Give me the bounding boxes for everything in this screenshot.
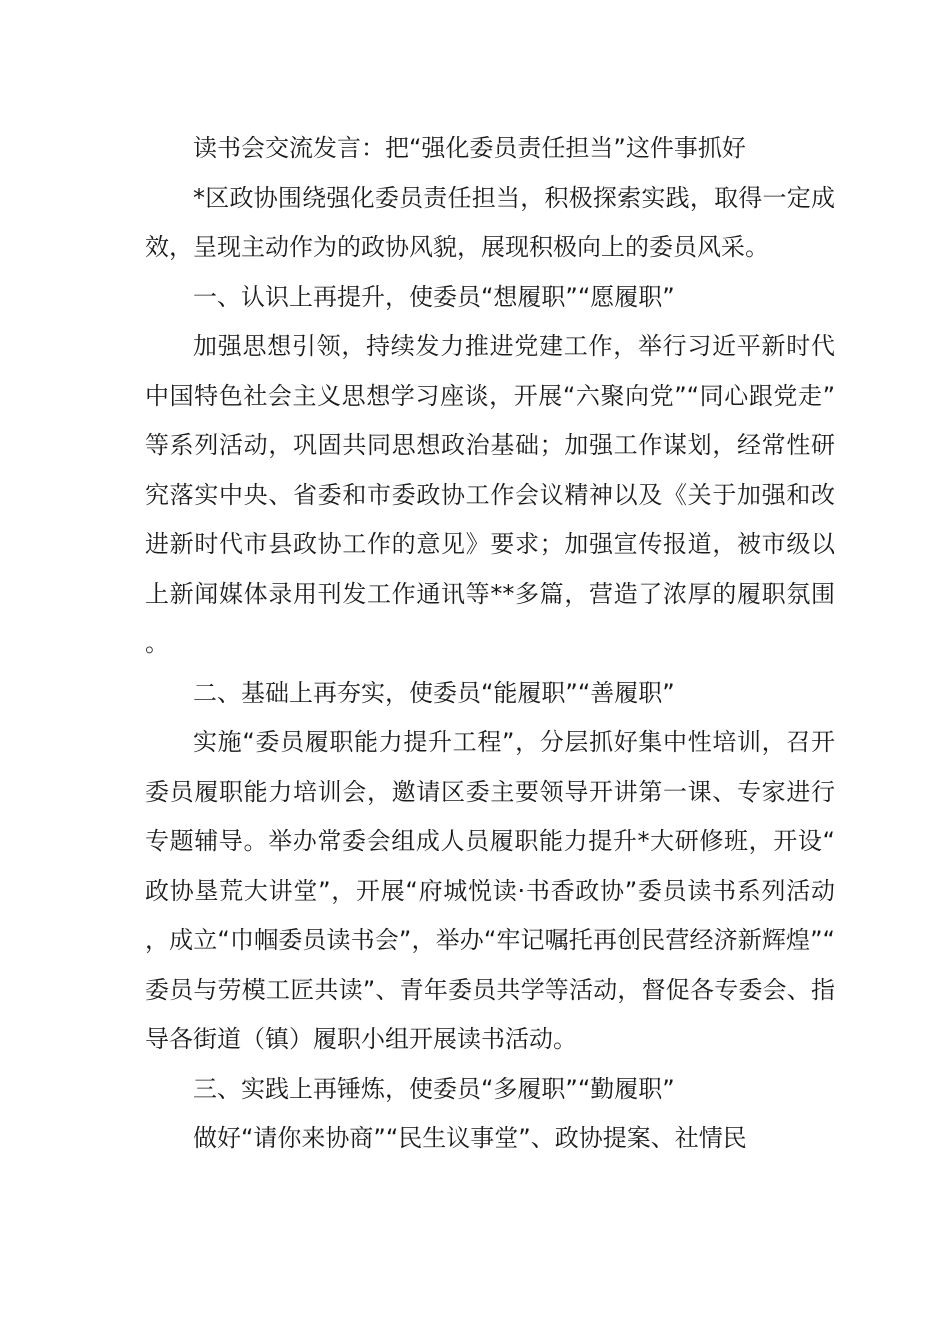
document-body <box>145 124 835 1164</box>
section-heading: 一、认识上再提升，使委员“想履职”“愿履职” <box>193 282 675 311</box>
section-heading: 三、实践上再锤炼，使委员“多履职”“勤履职” <box>193 1074 675 1103</box>
intro-paragraph: *区政协围绕强化委员责任担当，积极探索实践，取得一定成效，呈现主动作为的政协风貌，展现积极向上的委员风采。 <box>145 183 835 261</box>
section-heading: 二、基础上再夯实，使委员“能履职”“善履职” <box>193 678 675 707</box>
section-paragraph: 实施“委员履职能力提升工程”，分层抓好集中性培训，召开委员履职能力培训会，邀请区委主要领导开讲第一课、专家进行专题辅导。举办常委会组成人员履职能力提升*大研修班，开设“政协垦荒大讲堂”，开展“府城悦读·书香政协”委员读书系列活动，成立“巾帼委员读书会”，举办“牢记嘱托再创民营经济新辉煌”“委员与劳模工匠共读”、青年委员共学等活动，督促各专委会、指导各街道（镇）履职小组开展读书活动。 <box>145 728 835 1053</box>
document-title: 读书会交流发言：把“强化委员责任担当”这件事抓好 <box>193 134 746 162</box>
section-paragraph: 加强思想引领，持续发力推进党建工作，举行习近平新时代中国特色社会主义思想学习座谈，开展“六聚向党”“同心跟党走”等系列活动，巩固共同思想政治基础；加强工作谋划，经常性研究落实中央、省委和市委政协工作会议精神以及《关于加强和改进新时代市县政协工作的意见》要求；加强宣传报道，被市级以上新闻媒体录用刊发工作通讯等**多篇，营造了浓厚的履职氛围。 <box>145 332 835 657</box>
section-paragraph: 做好“请你来协商”“民生议事堂”、政协提案、社情民 <box>193 1124 747 1152</box>
